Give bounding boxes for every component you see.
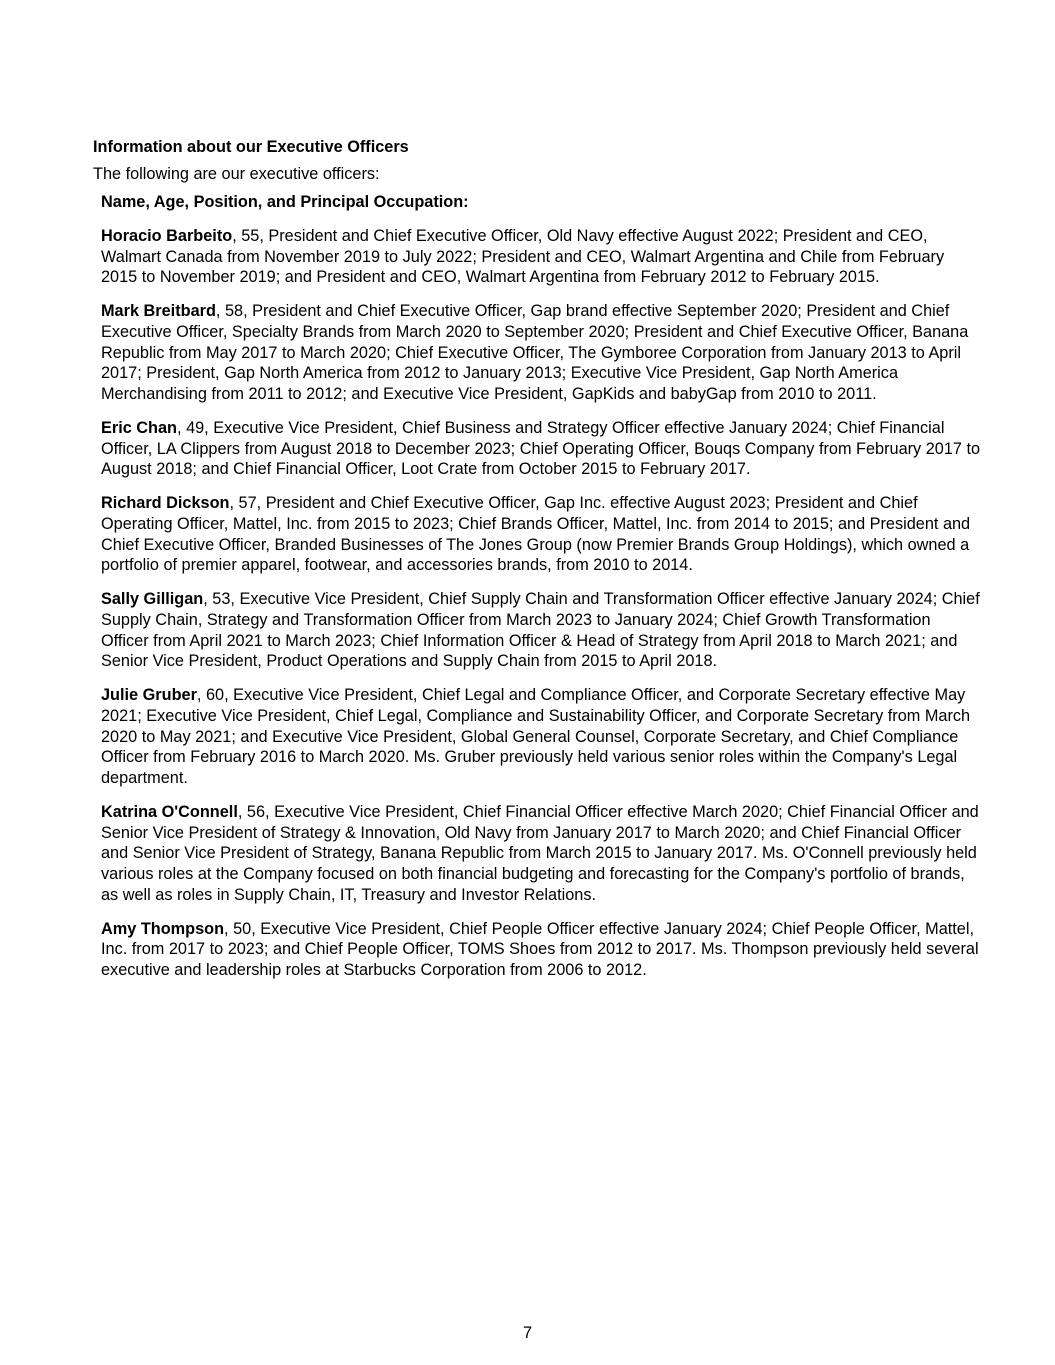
officer-details: , 50, Executive Vice President, Chief People Officer effective January 2024; Chief People Officer, Mattel, Inc. from 2017 to 2023; and Chief People Officer, TOMS Shoes from 2012 to 2017. Ms. Thompson previously held several executive and leadership roles at Starbucks Corporation from 2006 to 2012. [101, 919, 979, 980]
officer-entry [101, 418, 981, 480]
officer-name: Katrina O'Connell [101, 803, 238, 821]
officers-list [101, 192, 981, 994]
officer-entry [101, 919, 981, 981]
intro-text: The following are our executive officers: [93, 165, 380, 183]
officer-details: , 55, President and Chief Executive Officer, Old Navy effective August 2022; President and CEO, Walmart Canada from November 2019 to July 2022; President and CEO, Walmart Argentina and Chile from February 2015 to November 2019; and President and CEO, Walmart Argentina from February 2012 to February 2015. [101, 227, 945, 287]
officer-details: , 53, Executive Vice President, Chief Supply Chain and Transformation Officer effective January 2024; Chief Supply Chain, Strategy and Transformation Officer from March 2023 to January 2024; Chief Growth Transformation Officer from April 2021 to March 2023; Chief Information Officer & Head of Strategy from April 2018 to March 2021; and Senior Vice President, Product Operations and Supply Chain from 2015 to April 2018. [101, 590, 980, 671]
officer-details: , 60, Executive Vice President, Chief Legal and Compliance Officer, and Corporate Secretary effective May 2021; Executive Vice President, Chief Legal, Compliance and Sustainability Officer, and Corporate Secretary from March 2020 to May 2021; and Executive Vice President, Global General Counsel, Corporate Secretary, and Chief Compliance Officer from February 2016 to March 2020. Ms. Gruber previously held various senior roles within the Company's Legal department. [101, 686, 971, 788]
officer-name: Eric Chan [101, 419, 178, 437]
officer-entry [101, 802, 981, 906]
officer-details: , 56, Executive Vice President, Chief Financial Officer effective March 2020; Chief Financial Officer and Senior Vice President of Strategy & Innovation, Old Navy from January 2017 to March 2020; and Chief Financial Officer and Senior Vice President of Strategy, Banana Republic from March 2015 to January 2017. Ms. O'Connell previously held various roles at the Company focused on both financial budgeting and forecasting for the Company's portfolio of brands, as well as roles in Supply Chain, IT, Treasury and Investor Relations. [101, 803, 979, 904]
officer-name: Horacio Barbeito [101, 227, 233, 245]
officer-name: Amy Thompson [101, 919, 225, 938]
section-title: Information about our Executive Officers [93, 138, 409, 156]
column-heading: Name, Age, Position, and Principal Occupation: [101, 193, 469, 211]
officer-details: , 57, President and Chief Executive Officer, Gap Inc. effective August 2023; President and Chief Operating Officer, Mattel, Inc. from 2015 to 2023; Chief Brands Officer, Mattel, Inc. from 2014 to 2015; and President and Chief Executive Officer, Branded Businesses of The Jones Group (now Premier Brands Group Holdings), which owned a portfolio of premier apparel, footwear, and accessories brands, from 2010 to 2014. [101, 494, 971, 575]
page-number: 7 [522, 1324, 533, 1342]
officer-entry [101, 301, 981, 405]
officer-name: Mark Breitbard [101, 302, 216, 321]
officer-details: , 58, President and Chief Executive Officer, Gap brand effective September 2020; President and Chief Executive Officer, Specialty Brands from March 2020 to September 2020; President and Chief Executive Officer, Banana Republic from May 2017 to March 2020; Chief Executive Officer, The Gymboree Corporation from January 2013 to April 2017; President, Gap North America from 2012 to January 2013; Executive Vice President, Gap North America Merchandising from 2011 to 2012; and Executive Vice President, GapKids and babyGap from 2010 to 2011. [101, 302, 969, 404]
officer-entry [101, 493, 981, 576]
officer-name: Richard Dickson [101, 494, 230, 513]
officer-entry [101, 589, 981, 672]
officer-details: , 49, Executive Vice President, Chief Business and Strategy Officer effective January 2024; Chief Financial Officer, LA Clippers from August 2018 to December 2023; Chief Operating Officer, Bouqs Company from February 2017 to August 2018; and Chief Financial Officer, Loot Crate from October 2015 to February 2017. [101, 419, 981, 479]
officer-entry [101, 685, 981, 789]
officer-entry [101, 226, 981, 288]
officer-name: Julie Gruber [101, 686, 197, 705]
officer-name: Sally Gilligan [101, 590, 204, 609]
